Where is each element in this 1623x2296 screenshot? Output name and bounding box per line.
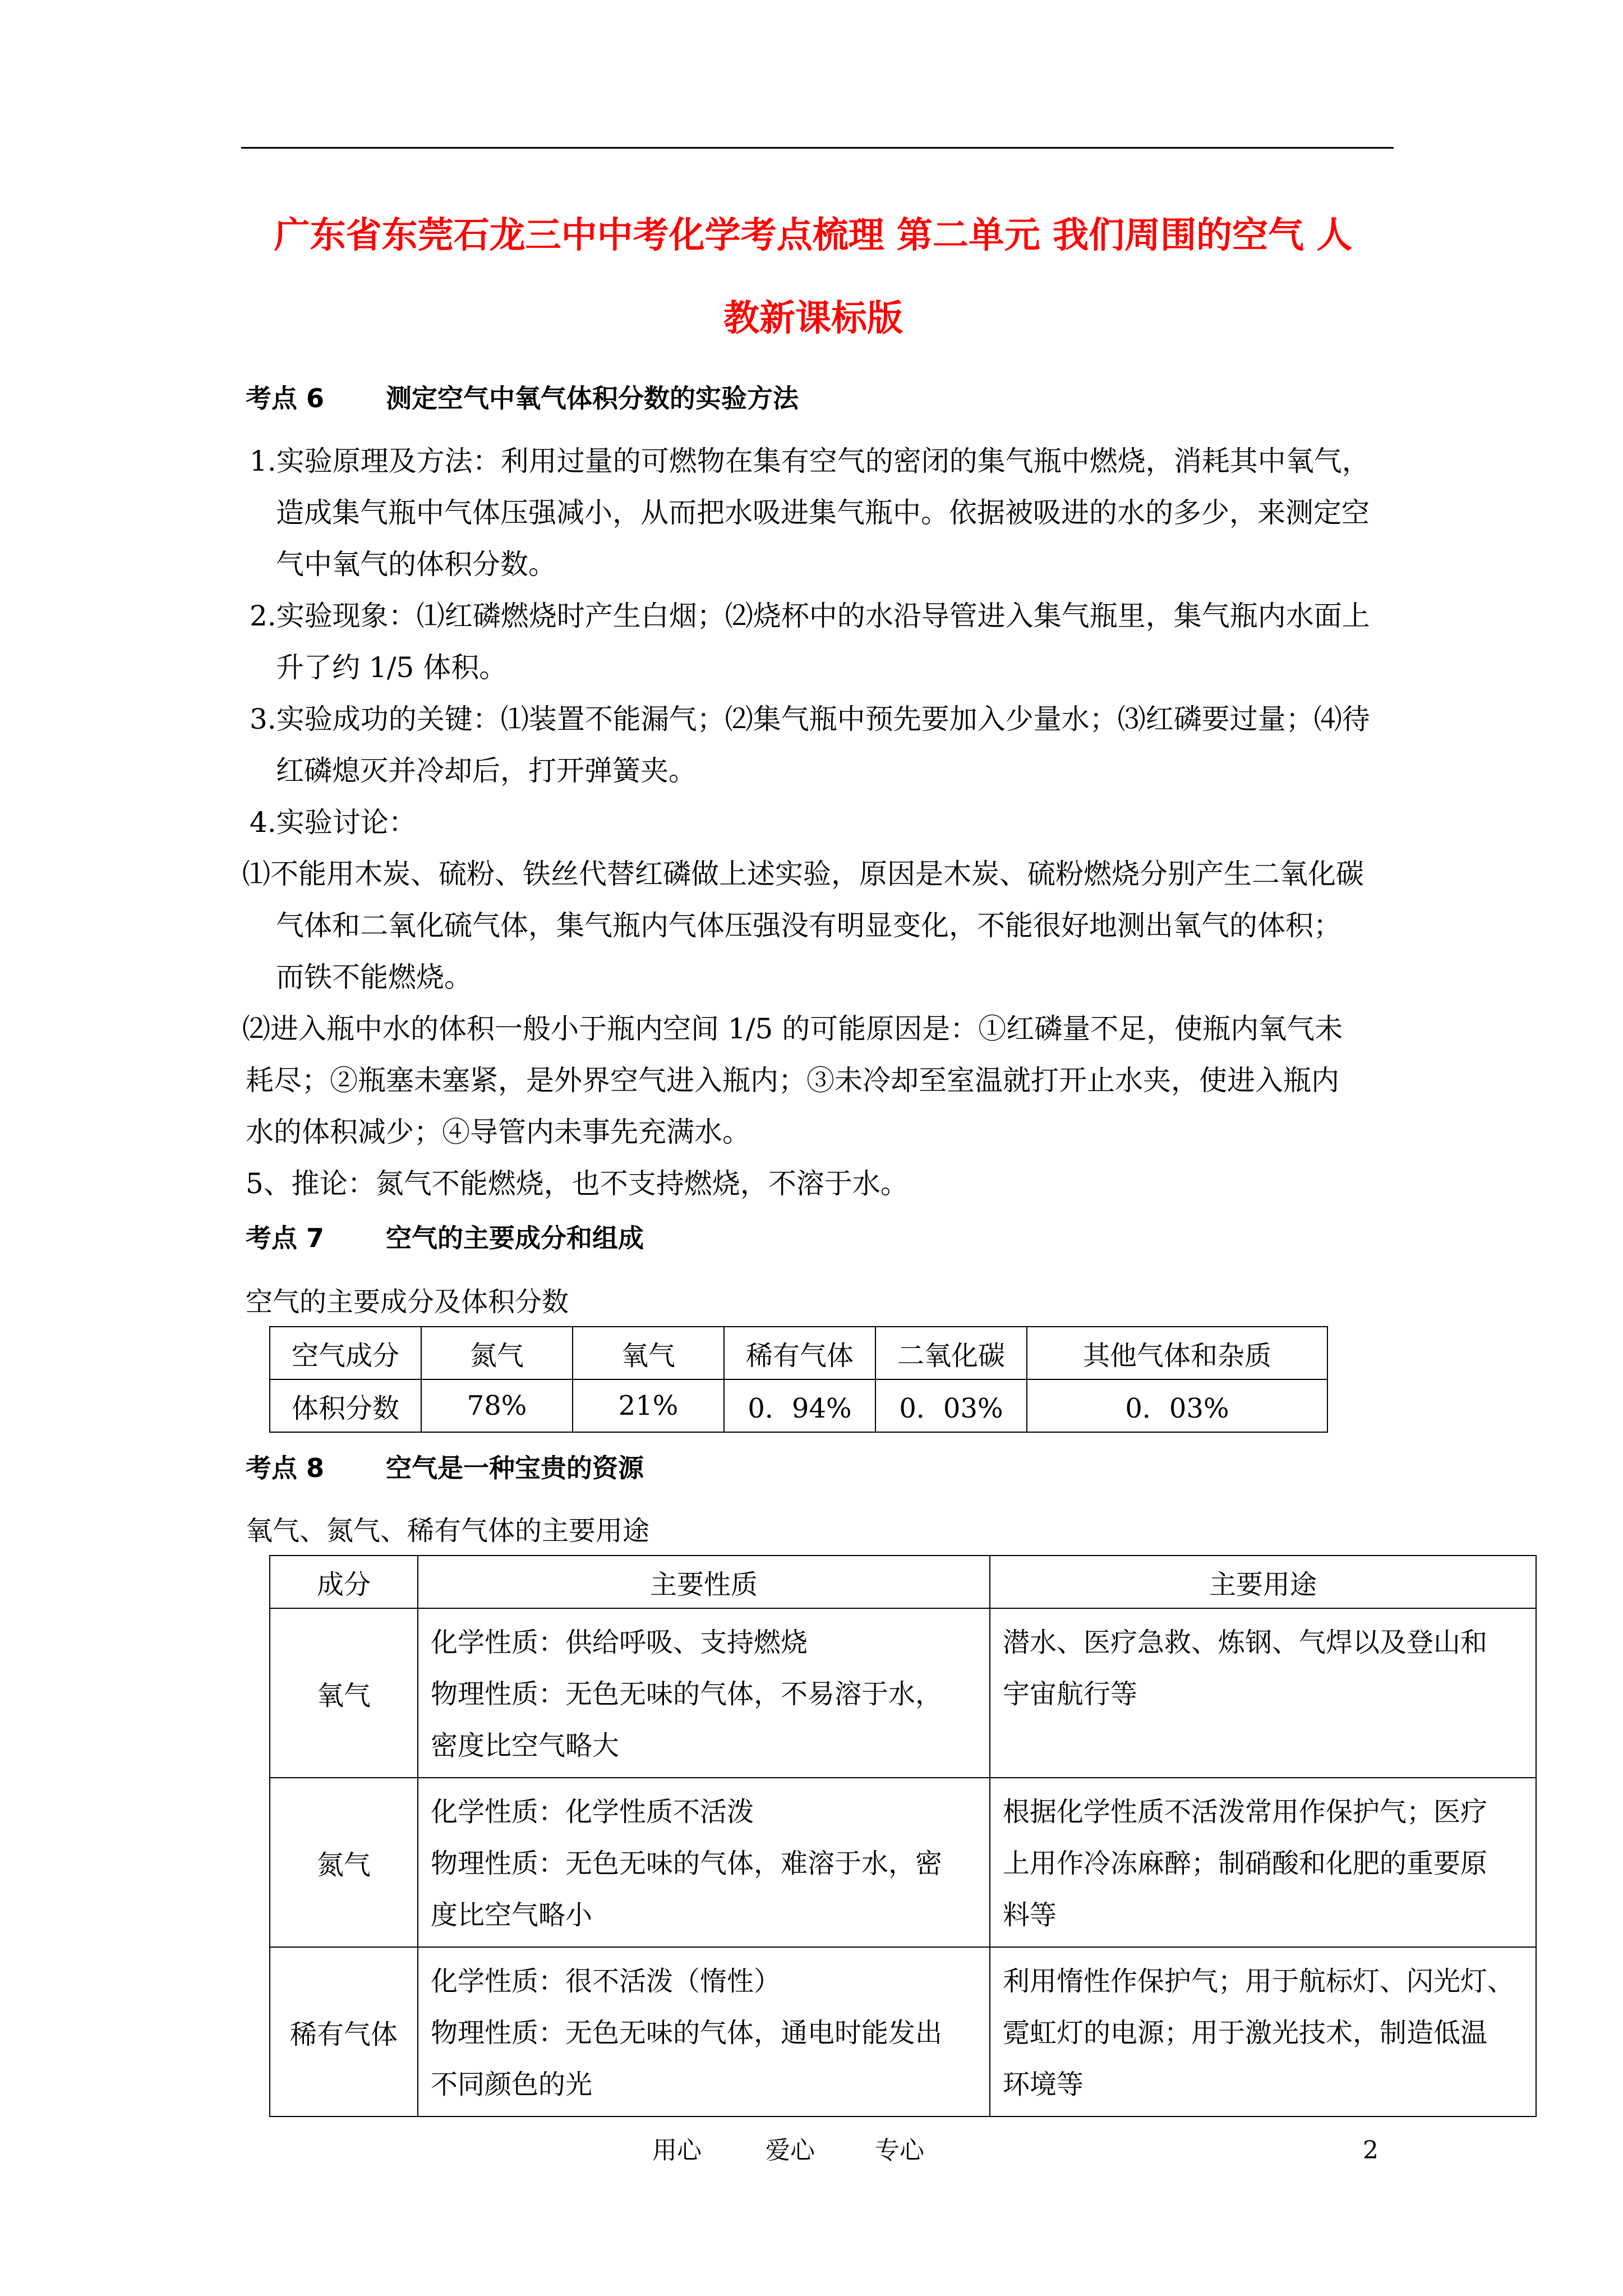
uses-cell xyxy=(990,1778,1536,1947)
gas-name: 稀有气体 xyxy=(270,1947,418,2116)
uses-line: 霓虹灯的电源；用于激光技术，制造低温 xyxy=(1003,2017,1488,2049)
uses-line: 潜水、医疗急救、炼钢、气焊以及登山和 xyxy=(1003,1627,1488,1658)
properties-line: 不同颜色的光 xyxy=(431,2069,593,2100)
properties-line: 度比空气略小 xyxy=(431,1899,593,1931)
table-row xyxy=(270,1947,1536,2116)
table-row xyxy=(270,1778,1536,1947)
section-title: 空气的主要成分和组成 xyxy=(386,1223,644,1253)
table-cell: 0．03% xyxy=(875,1379,1027,1432)
row-label: 空气成分 xyxy=(270,1327,421,1379)
column-header: 成分 xyxy=(270,1556,418,1608)
table-cell: 其他气体和杂质 xyxy=(1027,1327,1327,1379)
footer-slogan-1: 用心 xyxy=(652,2136,702,2165)
phenomenon-line-2: 升了约 1/5 体积。 xyxy=(276,651,508,684)
section-number: 考点 8 xyxy=(246,1453,325,1483)
properties-line: 化学性质：很不活泼（惰性） xyxy=(431,1966,781,1997)
discussion-1-line-1: ⑴不能用木炭、硫粉、铁丝代替红磷做上述实验，原因是木炭、硫粉燃烧分别产生二氧化碳 xyxy=(242,858,1364,890)
table-cell: 0．03% xyxy=(1027,1379,1327,1432)
properties-line: 物理性质：无色无味的气体，难溶于水，密 xyxy=(431,1848,943,1879)
footer-slogan-3: 专心 xyxy=(875,2136,924,2165)
principle-line-2: 造成集气瓶中气体压强减小，从而把水吸进集气瓶中。依据被吸进的水的多少，来测定空 xyxy=(276,496,1370,529)
section-heading-6 xyxy=(246,382,799,415)
uses-cell xyxy=(990,1608,1536,1778)
uses-line: 宇宙航行等 xyxy=(1003,1678,1138,1710)
gas-name: 氧气 xyxy=(270,1608,418,1778)
discussion-1-line-3: 而铁不能燃烧。 xyxy=(276,961,472,993)
row-label: 体积分数 xyxy=(270,1379,421,1432)
gas-uses-table xyxy=(269,1555,1537,2117)
doc-title-line1: 广东省东莞石龙三中中考化学考点梳理 第二单元 我们周围的空气 人 xyxy=(274,215,1353,256)
uses-line: 料等 xyxy=(1003,1899,1057,1931)
section-heading-8 xyxy=(246,1452,644,1484)
discussion-1-line-2: 气体和二氧化硫气体，集气瓶内气体压强没有明显变化，不能很好地测出氧气的体积； xyxy=(276,909,1341,942)
footer-slogan-2: 爱心 xyxy=(766,2136,815,2165)
uses-line: 根据化学性质不活泼常用作保护气；医疗 xyxy=(1003,1796,1488,1828)
properties-line: 密度比空气略大 xyxy=(431,1730,620,1761)
table-row xyxy=(270,1327,1327,1379)
table-cell: 氧气 xyxy=(573,1327,724,1379)
uses-cell xyxy=(990,1947,1536,2116)
column-header: 主要性质 xyxy=(418,1556,990,1608)
gas-name: 氮气 xyxy=(270,1778,418,1947)
phenomenon-line-1: 2.实验现象：⑴红磷燃烧时产生白烟；⑵烧杯中的水沿导管进入集气瓶里，集气瓶内水面上 xyxy=(250,600,1370,632)
properties-line: 化学性质：化学性质不活泼 xyxy=(431,1796,754,1828)
section-title: 空气是一种宝贵的资源 xyxy=(386,1453,644,1483)
discussion-2-line-2: 耗尽；②瓶塞未塞紧，是外界空气进入瓶内；③未冷却至室温就打开止水夹，使进入瓶内 xyxy=(246,1064,1339,1097)
table-cell: 二氧化碳 xyxy=(875,1327,1027,1379)
air-composition-table xyxy=(269,1326,1328,1433)
uses-line: 上用作冷冻麻醉；制硝酸和化肥的重要原 xyxy=(1003,1848,1488,1879)
principle-line-1: 1.实验原理及方法：利用过量的可燃物在集有空气的密闭的集气瓶中燃烧，消耗其中氧气， xyxy=(250,445,1370,477)
discussion-heading: 4.实验讨论： xyxy=(250,806,417,839)
section-number: 考点 6 xyxy=(246,383,325,413)
doc-title-line2: 教新课标版 xyxy=(723,298,903,339)
header-rule xyxy=(241,147,1394,149)
page-number: 2 xyxy=(1363,2136,1378,2165)
table-cell: 氮气 xyxy=(421,1327,573,1379)
key-points-line-2: 红磷熄灭并冷却后，打开弹簧夹。 xyxy=(276,754,697,787)
uses-line: 环境等 xyxy=(1003,2069,1084,2100)
table1-caption: 空气的主要成分及体积分数 xyxy=(246,1286,569,1318)
table-cell: 78% xyxy=(421,1379,573,1432)
uses-line: 利用惰性作保护气；用于航标灯、闪光灯、 xyxy=(1003,1966,1515,1997)
properties-cell xyxy=(418,1778,990,1947)
table-header-row xyxy=(270,1556,1536,1608)
section-heading-7 xyxy=(246,1222,644,1254)
table-cell: 21% xyxy=(573,1379,724,1432)
key-points-line-1: 3.实验成功的关键：⑴装置不能漏气；⑵集气瓶中预先要加入少量水；⑶红磷要过量；⑷待 xyxy=(250,703,1370,735)
properties-cell xyxy=(418,1608,990,1778)
table2-caption: 氧气、氮气、稀有气体的主要用途 xyxy=(246,1515,650,1547)
properties-cell xyxy=(418,1947,990,2116)
column-header: 主要用途 xyxy=(990,1556,1536,1608)
inference-line: 5、推论：氮气不能燃烧，也不支持燃烧，不溶于水。 xyxy=(246,1167,909,1200)
discussion-2-line-3: 水的体积减少；④导管内未事先充满水。 xyxy=(246,1116,750,1148)
table-row xyxy=(270,1379,1327,1432)
section-title: 测定空气中氧气体积分数的实验方法 xyxy=(386,383,799,413)
table-cell: 0．94% xyxy=(724,1379,875,1432)
table-row xyxy=(270,1608,1536,1778)
principle-line-3: 气中氧气的体积分数。 xyxy=(276,548,556,581)
discussion-2-line-1: ⑵进入瓶中水的体积一般小于瓶内空间 1/5 的可能原因是：①红磷量不足，使瓶内氧气未 xyxy=(242,1013,1343,1045)
properties-line: 化学性质：供给呼吸、支持燃烧 xyxy=(431,1627,808,1658)
properties-line: 物理性质：无色无味的气体，通电时能发出 xyxy=(431,2017,943,2049)
table-cell: 稀有气体 xyxy=(724,1327,875,1379)
properties-line: 物理性质：无色无味的气体，不易溶于水， xyxy=(431,1678,943,1710)
section-number: 考点 7 xyxy=(246,1223,325,1253)
